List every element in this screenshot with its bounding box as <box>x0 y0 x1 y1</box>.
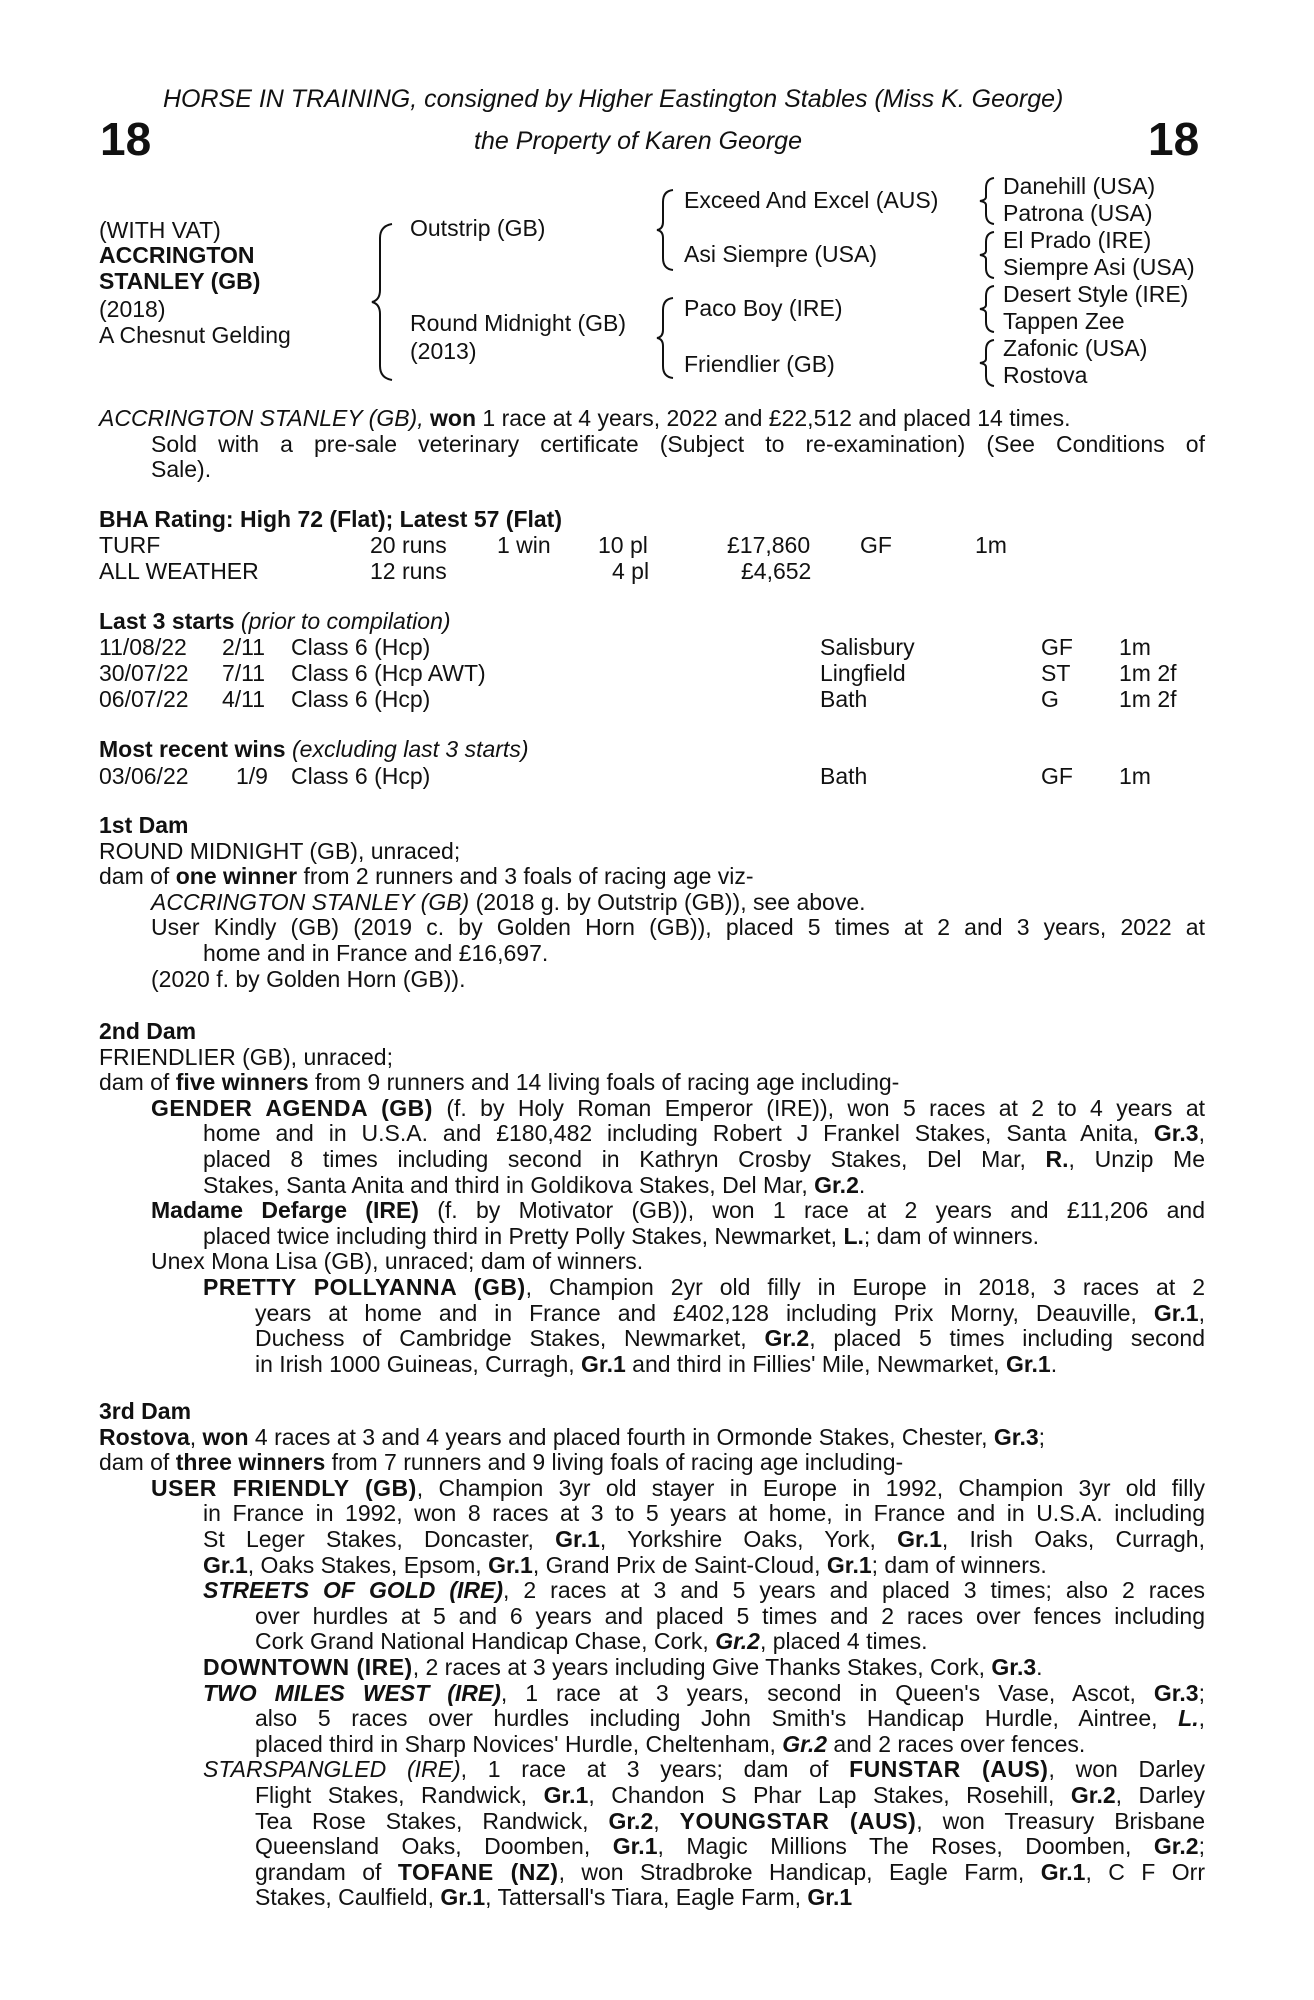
starspangled-5d: Gr.1 <box>1040 1858 1086 1885</box>
first-dam-heading: 1st Dam <box>99 812 189 838</box>
catalogue-title: HORSE IN TRAINING, consigned by Higher Eastington Stables (Miss K. George) <box>163 85 1064 113</box>
starspangled-6d: Gr.1 <box>807 1884 853 1911</box>
two-miles-west-1a: , 1 race at 3 years, second in Queen's Vase, Ascot, <box>500 1679 1154 1706</box>
madame-defarge-2b: L. <box>843 1222 864 1249</box>
last3-row3-dist: 1m 2f <box>1119 686 1177 712</box>
starspangled-3e: , won Treasury Brisbane <box>916 1807 1205 1834</box>
downtown-1a: , 2 races at 3 years including Give Thanks Stakes, Cork, <box>412 1653 992 1680</box>
last3-heading-title: Last 3 starts <box>99 608 235 634</box>
horse-name-line2: STANLEY (GB) <box>99 268 261 294</box>
last3-row1-going: GF <box>1041 634 1073 660</box>
grandsire-2: Patrona (USA) <box>1003 200 1153 226</box>
tofane-name: TOFANE (NZ) <box>397 1858 559 1885</box>
two-miles-west-2c: , <box>1198 1705 1205 1732</box>
rating-aw-runs: 12 runs <box>370 558 447 584</box>
streets-of-gold-1: , 2 races at 3 and 5 years and placed 3 times; also 2 races <box>503 1577 1206 1604</box>
last3-row3-going: G <box>1041 686 1059 712</box>
recent-wins-note: (excluding last 3 starts) <box>292 736 529 762</box>
gender-agenda-2b: Gr.3 <box>1153 1120 1199 1147</box>
foaling-year: (2018) <box>99 296 166 322</box>
two-miles-west-1c: ; <box>1198 1679 1205 1706</box>
streets-of-gold-3a: Cork Grand National Handicap Chase, Cork, <box>255 1628 716 1655</box>
rating-aw-prize: £4,652 <box>741 558 812 584</box>
two-miles-west-2a: also 5 races over hurdles including John Smith's Handicap Hurdle, Aintree, <box>255 1705 1179 1732</box>
pretty-pollyanna-1: , Champion 2yr old filly in Europe in 2018, 3 races at 2 <box>525 1273 1205 1300</box>
rating-turf-runs: 20 runs <box>370 532 447 558</box>
sire-dam-name: Asi Siempre (USA) <box>684 241 877 267</box>
streets-of-gold-3c: , placed 4 times. <box>759 1628 928 1655</box>
user-friendly-4c: Gr.1 <box>488 1551 533 1578</box>
recent-wins-heading <box>99 737 528 763</box>
recent-win-dist: 1m <box>1119 763 1151 789</box>
two-miles-west-2b: L. <box>1178 1705 1199 1732</box>
horse-description: A Chesnut Gelding <box>99 322 291 348</box>
first-dam-foal2: User Kindly (GB) (2019 c. by Golden Horn (GB)), placed 5 times at 2 and 3 years, 2022 at <box>151 914 1205 941</box>
user-friendly-3b: Gr.1 <box>555 1525 600 1552</box>
grandsire-3: El Prado (IRE) <box>1003 227 1152 253</box>
summary-won: won <box>430 405 476 431</box>
starspangled-5c: , won Stradbroke Handicap, Eagle Farm, <box>558 1858 1041 1885</box>
pretty-pollyanna-name: PRETTY POLLYANNA (GB) <box>203 1273 526 1300</box>
last3-row3-pos: 4/11 <box>222 686 266 712</box>
madame-defarge-2c: ; dam of winners. <box>863 1222 1040 1249</box>
pedigree-brace-g78 <box>978 338 998 388</box>
user-friendly-4f: ; dam of winners. <box>871 1551 1047 1578</box>
starspangled-2a: Flight Stakes, Randwick, <box>255 1781 544 1808</box>
third-dam-l1a: Rostova <box>99 1423 190 1450</box>
pedigree-brace-sire <box>655 188 677 272</box>
last3-row1-dist: 1m <box>1119 634 1151 660</box>
user-friendly-1: , Champion 3yr old stayer in Europe in 1992, Champion 3yr old filly <box>416 1474 1205 1501</box>
user-friendly-2: in France in 1992, won 8 races at 3 to 5 years at home, in France and in U.S.A. including <box>203 1500 1205 1527</box>
starspangled-3a: Tea Rose Stakes, Randwick, <box>255 1807 609 1834</box>
gender-agenda-3b: R. <box>1045 1145 1069 1172</box>
recent-win-pos: 1/9 <box>236 763 268 789</box>
rating-turf-surface: TURF <box>99 532 161 558</box>
pretty-pollyanna-4b: Gr.1 <box>581 1350 626 1377</box>
user-friendly-4d: , Grand Prix de Saint-Cloud, <box>532 1551 827 1578</box>
starspangled-4c: , Magic Millions The Roses, Doomben, <box>657 1833 1154 1860</box>
rating-turf-distance: 1m <box>975 532 1007 558</box>
starspangled-3b: Gr.2 <box>608 1807 654 1834</box>
third-dam-l1d: 4 races at 3 and 4 years and placed fourth in Ormonde Stakes, Chester, <box>248 1423 994 1450</box>
starspangled-6b: Gr.1 <box>440 1884 486 1911</box>
pedigree-brace-g34 <box>978 230 998 280</box>
gender-agenda-4c: . <box>858 1171 866 1198</box>
downtown-1c: . <box>1036 1653 1043 1680</box>
last3-row1-pos: 2/11 <box>222 634 266 660</box>
pretty-pollyanna-4a: in Irish 1000 Guineas, Curragh, <box>255 1350 582 1377</box>
vat-label: (WITH VAT) <box>99 217 221 243</box>
starspangled-2e: , Darley <box>1115 1781 1206 1808</box>
gender-agenda-3c: , Unzip Me <box>1068 1145 1205 1172</box>
streets-of-gold-2: over hurdles at 5 and 6 years and placed 5 times and 2 races over fences including <box>255 1602 1205 1629</box>
rating-aw-surface: ALL WEATHER <box>99 558 259 584</box>
starspangled-1c: , won Darley <box>1048 1756 1205 1783</box>
pretty-pollyanna-4d: Gr.1 <box>1005 1350 1051 1377</box>
user-friendly-4a: Gr.1 <box>203 1551 248 1578</box>
last3-row2-pos: 7/11 <box>222 660 266 686</box>
sire-name: Outstrip (GB) <box>410 215 546 241</box>
race-summary <box>99 406 1205 483</box>
third-dam-heading: 3rd Dam <box>99 1398 192 1424</box>
starspangled-1a: , 1 race at 3 years; dam of <box>460 1756 850 1783</box>
first-dam-foal1-text: (2018 g. by Outstrip (GB)), see above. <box>469 888 866 915</box>
second-dam-l2a: dam of <box>99 1069 176 1096</box>
streets-of-gold-3b: Gr.2 <box>715 1628 760 1655</box>
downtown-1b: Gr.3 <box>991 1653 1037 1680</box>
grandsire-5: Desert Style (IRE) <box>1003 281 1189 307</box>
starspangled-4b: Gr.1 <box>612 1833 658 1860</box>
pretty-pollyanna-3c: , placed 5 times including second <box>809 1325 1205 1352</box>
pedigree-brace-g56 <box>978 284 998 334</box>
starspangled-4a: Queensland Oaks, Doomben, <box>255 1833 613 1860</box>
gender-agenda-4a: Stakes, Santa Anita and third in Goldikova Stakes, Del Mar, <box>203 1171 815 1198</box>
recent-win-class: Class 6 (Hcp) <box>291 763 431 789</box>
starspangled-2b: Gr.1 <box>543 1781 589 1808</box>
summary-text2: Sold with a pre-sale veterinary certificate (Subject to re-examination) (See Conditions of <box>151 430 1205 457</box>
grandsire-4: Siempre Asi (USA) <box>1003 254 1195 280</box>
user-friendly-3e: , Irish Oaks, Curragh, <box>941 1525 1205 1552</box>
rating-heading: BHA Rating: High 72 (Flat); Latest 57 (Flat) <box>99 506 562 532</box>
horse-name-line1: ACCRINGTON <box>99 242 255 268</box>
two-miles-west-3c: and 2 races over fences. <box>827 1730 1086 1757</box>
last3-heading <box>99 609 451 635</box>
third-dam-l2c: from 7 runners and 9 living foals of racing age including- <box>325 1449 904 1476</box>
rating-turf-placed: 10 pl <box>598 532 648 558</box>
starspangled-4e: ; <box>1198 1833 1205 1860</box>
first-dam-l2c: from 2 runners and 3 foals of racing age viz- <box>297 863 754 890</box>
streets-of-gold-name: STREETS OF GOLD (IRE) <box>203 1577 504 1604</box>
dam-dam-name: Friendlier (GB) <box>684 351 835 377</box>
pretty-pollyanna-4c: and third in Fillies' Mile, Newmarket, <box>625 1350 1006 1377</box>
last3-row2-going: ST <box>1041 660 1071 686</box>
last3-heading-note: (prior to compilation) <box>240 608 451 634</box>
second-dam-heading: 2nd Dam <box>99 1018 197 1044</box>
recent-win-course: Bath <box>820 763 868 789</box>
first-dam-foal2-cont: home and in France and £16,697. <box>203 939 549 966</box>
pretty-pollyanna-4e: . <box>1050 1350 1058 1377</box>
two-miles-west-3b: Gr.2 <box>782 1730 828 1757</box>
summary-text3: Sale). <box>151 456 212 483</box>
unex-mona-lisa: Unex Mona Lisa (GB), unraced; dam of winners. <box>151 1248 644 1275</box>
funstar-name: FUNSTAR (AUS) <box>849 1756 1049 1783</box>
dam-year: (2013) <box>410 338 477 364</box>
user-friendly-3c: , Yorkshire Oaks, York, <box>599 1525 898 1552</box>
user-friendly-4b: , Oaks Stakes, Epsom, <box>247 1551 489 1578</box>
starspangled-4d: Gr.2 <box>1153 1833 1199 1860</box>
third-dam-l1e: Gr.3 <box>993 1423 1039 1450</box>
gender-agenda-4b: Gr.2 <box>814 1171 859 1198</box>
gender-agenda-1: (f. by Holy Roman Emperor (IRE)), won 5 races at 2 to 4 years at <box>432 1094 1205 1121</box>
user-friendly-name: USER FRIENDLY (GB) <box>151 1474 417 1501</box>
third-dam-l1f: ; <box>1038 1423 1046 1450</box>
last3-row3-class: Class 6 (Hcp) <box>291 686 431 712</box>
pedigree-brace-main <box>370 222 400 382</box>
first-dam-section <box>99 813 1205 992</box>
last3-row3-course: Bath <box>820 686 868 712</box>
gender-agenda-3a: placed 8 times including second in Kathryn Crosby Stakes, Del Mar, <box>203 1145 1046 1172</box>
pretty-pollyanna-2b: Gr.1 <box>1153 1299 1199 1326</box>
lot-number-right: 18 <box>1148 113 1200 165</box>
sire-sire-name: Exceed And Excel (AUS) <box>684 187 939 213</box>
second-dam-l2b: five winners <box>175 1069 309 1096</box>
last3-row1-class: Class 6 (Hcp) <box>291 634 431 660</box>
grandsire-1: Danehill (USA) <box>1003 173 1156 199</box>
user-friendly-3d: Gr.1 <box>897 1525 942 1552</box>
starspangled-5e: , C F Orr <box>1085 1858 1205 1885</box>
pretty-pollyanna-3a: Duchess of Cambridge Stakes, Newmarket, <box>255 1325 765 1352</box>
first-dam-l2a: dam of <box>99 863 176 890</box>
gender-agenda-name: GENDER AGENDA (GB) <box>151 1094 433 1121</box>
pretty-pollyanna-2c: , <box>1198 1299 1205 1326</box>
grandsire-7: Zafonic (USA) <box>1003 335 1148 361</box>
starspangled-2c: , Chandon S Phar Lap Stakes, Rosehill, <box>588 1781 1071 1808</box>
first-dam-foal3: (2020 f. by Golden Horn (GB)). <box>151 965 466 992</box>
pedigree-brace-g12 <box>978 176 998 226</box>
third-dam-section <box>99 1399 1205 1911</box>
pretty-pollyanna-3b: Gr.2 <box>764 1325 810 1352</box>
last3-row2-course: Lingfield <box>820 660 906 686</box>
recent-wins-title: Most recent wins <box>99 736 286 762</box>
lot-number-left: 18 <box>100 113 152 165</box>
gender-agenda-2a: home and in U.S.A. and £180,482 including Robert J Frankel Stakes, Santa Anita, <box>203 1120 1154 1147</box>
starspangled-6c: , Tattersall's Tiara, Eagle Farm, <box>485 1884 808 1911</box>
first-dam-l2b: one winner <box>175 863 298 890</box>
recent-win-going: GF <box>1041 763 1073 789</box>
two-miles-west-name: TWO MILES WEST (IRE) <box>203 1679 501 1706</box>
starspangled-6a: Stakes, Caulfield, <box>255 1884 441 1911</box>
madame-defarge-name: Madame Defarge (IRE) <box>151 1197 419 1224</box>
third-dam-l1c: won <box>202 1423 249 1450</box>
rating-turf-wins: 1 win <box>497 532 551 558</box>
last3-row3-date: 06/07/22 <box>99 686 189 712</box>
youngstar-name: YOUNGSTAR (AUS) <box>679 1807 917 1834</box>
rating-turf-going: GF <box>860 532 892 558</box>
dam-name: Round Midnight (GB) <box>410 310 627 336</box>
summary-horse-name: ACCRINGTON STANLEY (GB), <box>99 405 424 431</box>
third-dam-l2a: dam of <box>99 1449 176 1476</box>
two-miles-west-1b: Gr.3 <box>1153 1679 1199 1706</box>
user-friendly-3a: St Leger Stakes, Doncaster, <box>203 1525 556 1552</box>
starspangled-2d: Gr.2 <box>1070 1781 1116 1808</box>
user-friendly-4e: Gr.1 <box>826 1551 872 1578</box>
third-dam-l2b: three winners <box>175 1449 326 1476</box>
second-dam-line1: FRIENDLIER (GB), unraced; <box>99 1043 393 1070</box>
last3-row2-dist: 1m 2f <box>1119 660 1177 686</box>
gender-agenda-2c: , <box>1198 1120 1205 1147</box>
summary-text1: 1 race at 4 years, 2022 and £22,512 and placed 14 times. <box>482 405 1071 431</box>
dam-sire-name: Paco Boy (IRE) <box>684 295 843 321</box>
recent-win-date: 03/06/22 <box>99 763 189 789</box>
madame-defarge-1: (f. by Motivator (GB)), won 1 race at 2 years and £11,206 and <box>418 1197 1205 1224</box>
pretty-pollyanna-2a: years at home and in France and £402,128 including Prix Morny, Deauville, <box>255 1299 1154 1326</box>
owner-subtitle: the Property of Karen George <box>474 127 802 155</box>
second-dam-l2c: from 9 runners and 14 living foals of racing age including- <box>308 1069 900 1096</box>
third-dam-l1b: , <box>189 1423 203 1450</box>
pedigree-brace-dam <box>655 296 677 380</box>
last3-row2-date: 30/07/22 <box>99 660 189 686</box>
two-miles-west-3a: placed third in Sharp Novices' Hurdle, Cheltenham, <box>255 1730 783 1757</box>
grandsire-8: Rostova <box>1003 362 1088 388</box>
downtown-name: DOWNTOWN (IRE) <box>203 1653 413 1680</box>
starspangled-3c: , <box>653 1807 680 1834</box>
starspangled-name: STARSPANGLED (IRE) <box>203 1756 461 1783</box>
second-dam-section <box>99 1019 1205 1377</box>
starspangled-5a: grandam of <box>255 1858 398 1885</box>
grandsire-6: Tappen Zee <box>1003 308 1125 334</box>
first-dam-foal1-name: ACCRINGTON STANLEY (GB) <box>151 888 470 915</box>
last3-row1-date: 11/08/22 <box>99 634 187 660</box>
rating-aw-placed: 4 pl <box>612 558 650 584</box>
madame-defarge-2a: placed twice including third in Pretty Polly Stakes, Newmarket, <box>203 1222 844 1249</box>
rating-turf-prize: £17,860 <box>727 532 811 558</box>
last3-row2-class: Class 6 (Hcp AWT) <box>291 660 486 686</box>
first-dam-line1: ROUND MIDNIGHT (GB), unraced; <box>99 837 461 864</box>
last3-row1-course: Salisbury <box>820 634 915 660</box>
